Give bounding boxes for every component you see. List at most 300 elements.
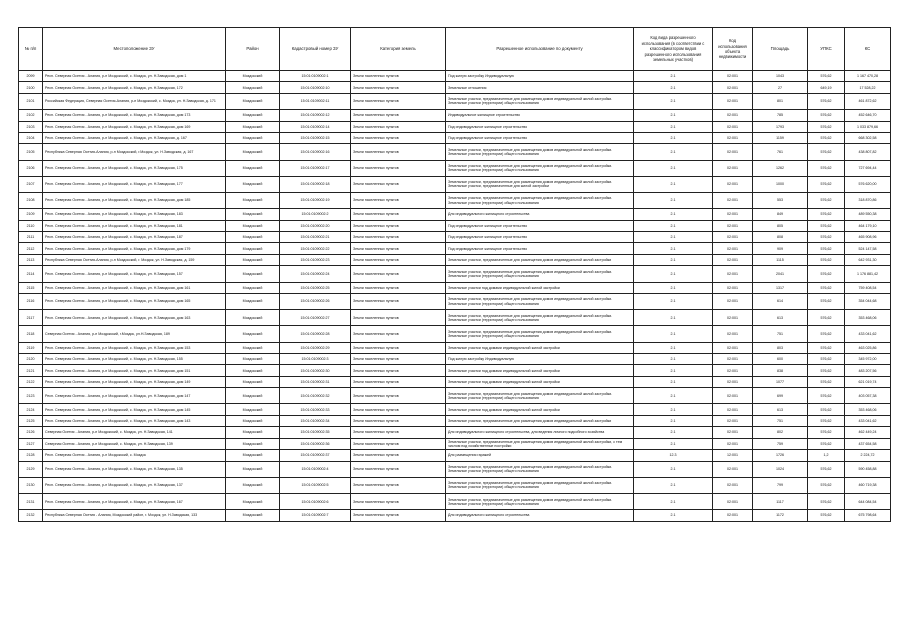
row-object-code: 02:001: [713, 192, 753, 208]
row-district: Моздокский: [226, 326, 280, 342]
row-cadastral: 15:01:0109002:1: [280, 71, 351, 82]
row-category: Земли населенных пунктов: [351, 192, 446, 208]
row-category: Земли населенных пунктов: [351, 160, 446, 176]
row-cadastral: 15:01:0109002:34: [280, 415, 351, 426]
row-category: Земли населенных пунктов: [351, 243, 446, 254]
row-permitted-use: Земельные участки, предназначенные для размещения домов индивидуальной жилой застройки. Земельные участки (территории) общего пользования: [446, 310, 634, 326]
row-ks: 345 972,00: [845, 353, 891, 364]
row-use-code: 2.1: [634, 192, 713, 208]
row-area: 803: [753, 342, 808, 353]
row-use-code: 2.1: [634, 82, 713, 93]
row-ks: 644 084,54: [845, 494, 891, 510]
row-area: 799: [753, 477, 808, 493]
header-permitted-use: Разрешенное использование по документу: [446, 28, 634, 71]
row-category: Земли населенных пунктов: [351, 342, 446, 353]
row-num: 2114: [19, 266, 43, 282]
row-object-code: 02:001: [713, 266, 753, 282]
row-permitted-use: Под индивидуальное жилищное строительство: [446, 132, 634, 143]
row-upks: 576,62: [808, 494, 845, 510]
row-area: 759: [753, 438, 808, 449]
row-district: Моздокский: [226, 232, 280, 243]
row-permitted-use: Земельные участки, предназначенные для размещения домов индивидуальной жилой застройки. Земельные участки (территории) общего пользования: [446, 144, 634, 160]
table-row: [19, 427, 891, 438]
row-object-code: 02:001: [713, 326, 753, 342]
row-num: 2116: [19, 293, 43, 309]
row-upks: 576,62: [808, 266, 845, 282]
row-permitted-use: Под индивидуальное жилищное строительство: [446, 243, 634, 254]
row-area: 2041: [753, 266, 808, 282]
row-upks: 576,62: [808, 209, 845, 220]
row-object-code: 02:001: [713, 494, 753, 510]
row-permitted-use: Земельные участки, предназначенные для размещения домов индивидуальной жилой застройки: [446, 415, 634, 426]
row-location: Северная Осетия - Алания, р-н Моздокский, с. Моздок, ул. Н.Заводская, 139: [43, 438, 226, 449]
table-body: [19, 71, 891, 522]
row-num: 2123: [19, 388, 43, 404]
row-object-code: 02:001: [713, 160, 753, 176]
row-district: Моздокский: [226, 438, 280, 449]
row-district: Моздокский: [226, 220, 280, 231]
row-category: Земли населенных пунктов: [351, 209, 446, 220]
row-num: 2113: [19, 254, 43, 265]
row-category: Земли населенных пунктов: [351, 477, 446, 493]
row-location: Респ. Северная Осетия - Алания, р-н Моздокский, с. Моздок, ул. Н.Заводская, 187: [43, 232, 226, 243]
row-upks: 576,62: [808, 427, 845, 438]
row-category: Земли населенных пунктов: [351, 266, 446, 282]
row-upks: 576,62: [808, 110, 845, 121]
row-ks: 17 528,22: [845, 82, 891, 93]
row-cadastral: 15:01:0109002:3: [280, 353, 351, 364]
row-upks: 576,62: [808, 132, 845, 143]
row-object-code: 02:001: [713, 71, 753, 82]
row-permitted-use: Земельные участки, предназначенные для размещения домов индивидуальной жилой застройки. Земельные участки (территории) общего пользования: [446, 326, 634, 342]
row-num: 2131: [19, 494, 43, 510]
row-cadastral: 15:01:0109002:14: [280, 121, 351, 132]
row-object-code: 02:001: [713, 353, 753, 364]
row-use-code: 2.1: [634, 376, 713, 387]
row-cadastral: 15:01:0109002:33: [280, 404, 351, 415]
table-row: [19, 404, 891, 415]
row-location: Респ. Северная Осетия - Алания, р-н Моздокский, с. Моздок, ул. Н.Заводская, дом 153: [43, 342, 226, 353]
row-num: 2101: [19, 93, 43, 109]
row-location: Респ. Северная Осетия - Алания, р-н Моздокский, с. Моздок, ул. Н.Заводская, дом 143: [43, 415, 226, 426]
row-district: Моздокский: [226, 93, 280, 109]
row-category: Земли населенных пунктов: [351, 450, 446, 461]
row-ks: 403 057,38: [845, 388, 891, 404]
row-area: 808: [753, 232, 808, 243]
row-permitted-use: Для индивидуального жилищного строительства, для ведения личного подсобного хозяйства: [446, 427, 634, 438]
row-upks: 576,62: [808, 310, 845, 326]
row-location: Респ. Северная Осетия - Алания, р-н Моздокский, с. Моздок, ул. Н.Заводская, дом 163: [43, 310, 226, 326]
row-object-code: 02:001: [713, 232, 753, 243]
row-permitted-use: Земельные участки под домами индивидуальной жилой застройки: [446, 365, 634, 376]
row-upks: 576,62: [808, 438, 845, 449]
row-object-code: 02:001: [713, 243, 753, 254]
row-ks: 489 550,38: [845, 209, 891, 220]
row-permitted-use: Земельные участки под домами индивидуальной жилой застройки: [446, 342, 634, 353]
row-cadastral: 15:01:0109002:32: [280, 388, 351, 404]
row-use-code: 2.1: [634, 144, 713, 160]
table-row: [19, 365, 891, 376]
row-use-code: 2.1: [634, 404, 713, 415]
row-cadastral: 15:01:0109002:25: [280, 282, 351, 293]
row-num: 2118: [19, 326, 43, 342]
row-category: Земли населенных пунктов: [351, 461, 446, 477]
row-district: Моздокский: [226, 427, 280, 438]
row-cadastral: 15:01:0109002:4: [280, 461, 351, 477]
row-use-code: 2.1: [634, 365, 713, 376]
row-upks: 576,62: [808, 192, 845, 208]
row-district: Моздокский: [226, 266, 280, 282]
row-num: 2126: [19, 427, 43, 438]
row-upks: 576,62: [808, 254, 845, 265]
row-object-code: 02:001: [713, 254, 753, 265]
row-object-code: 02:001: [713, 293, 753, 309]
row-district: Моздокский: [226, 282, 280, 293]
row-use-code: 2.1: [634, 243, 713, 254]
row-object-code: 02:001: [713, 404, 753, 415]
row-num: 2124: [19, 404, 43, 415]
row-area: 1159: [753, 132, 808, 143]
row-upks: 576,62: [808, 376, 845, 387]
row-cadastral: 15:01:0109002:7: [280, 510, 351, 521]
row-use-code: 2.1: [634, 232, 713, 243]
row-ks: 1 167 470,28: [845, 71, 891, 82]
row-permitted-use: Земельные участки, предназначенные для размещения домов индивидуальной жилой застройки, с тем числом под хозяйственные постройки: [446, 438, 634, 449]
row-cadastral: 15:01:0109002:15: [280, 132, 351, 143]
row-num: 2107: [19, 176, 43, 192]
row-object-code: 02:001: [713, 282, 753, 293]
table-row: [19, 209, 891, 220]
row-use-code: 2.1: [634, 427, 713, 438]
row-num: 2109: [19, 209, 43, 220]
row-object-code: 02:001: [713, 510, 753, 521]
table-row: [19, 192, 891, 208]
row-upks: 576,62: [808, 365, 845, 376]
row-upks: 576,62: [808, 93, 845, 109]
row-upks: 576,62: [808, 342, 845, 353]
table-row: [19, 376, 891, 387]
header-use-code: Код вида разрешенного использования (в соответствии с классификатором видов разрешенного использования земельных участков): [634, 28, 713, 71]
row-cadastral: 15:01:0109002:6: [280, 494, 351, 510]
row-area: 802: [753, 427, 808, 438]
row-permitted-use: Индивидуальное жилищное строительство: [446, 110, 634, 121]
row-ks: 353 468,06: [845, 310, 891, 326]
row-cadastral: 15:01:0109002:35: [280, 427, 351, 438]
row-location: Респ. Северная Осетия - Алания, р-н Моздокский, с. Моздок, ул. Н.Заводская, дом 1: [43, 71, 226, 82]
row-location: Респ. Северная Осетия - Алания, р-н Моздокский, с. Моздок, ул. Н.Заводская, 137: [43, 477, 226, 493]
row-permitted-use: Земельные участки, предназначенные для размещения домов индивидуальной жилой застройки: [446, 254, 634, 265]
row-num: 2108: [19, 192, 43, 208]
row-category: Земли населенных пунктов: [351, 254, 446, 265]
table-row: [19, 461, 891, 477]
row-use-code: 2.1: [634, 121, 713, 132]
row-area: 699: [753, 388, 808, 404]
row-ks: 668 302,58: [845, 132, 891, 143]
row-cadastral: 15:01:0109002:26: [280, 293, 351, 309]
row-ks: 642 931,30: [845, 254, 891, 265]
row-upks: 576,62: [808, 510, 845, 521]
row-use-code: 2.1: [634, 220, 713, 231]
row-area: 849: [753, 209, 808, 220]
row-area: 600: [753, 353, 808, 364]
data-sheet: [18, 27, 890, 522]
row-use-code: 12.3: [634, 450, 713, 461]
row-cadastral: 15:01:0109002:21: [280, 232, 351, 243]
row-permitted-use: Земельные участки, предназначенные для размещения домов индивидуальной жилой застройки. Земельные участки (территории) общего пользования: [446, 388, 634, 404]
header-cadastral: Кадастровый номер ЗУ: [280, 28, 351, 71]
row-category: Земли населенных пунктов: [351, 220, 446, 231]
row-district: Моздокский: [226, 450, 280, 461]
row-object-code: 02:001: [713, 415, 753, 426]
header-category: Категория земель: [351, 28, 446, 71]
row-permitted-use: Под жилую застройку Индивидуальную: [446, 71, 634, 82]
row-district: Моздокский: [226, 293, 280, 309]
row-upks: 576,62: [808, 144, 845, 160]
row-num: 2128: [19, 450, 43, 461]
row-category: Земли населенных пунктов: [351, 293, 446, 309]
row-permitted-use: Под индивидуальное жилищное строительство: [446, 220, 634, 231]
row-permitted-use: Земельные участки, предназначенные для размещения домов индивидуальной жилой застройки. Земельные участки (территории) общего пользования: [446, 494, 634, 510]
row-permitted-use: Для размещения гаражей: [446, 450, 634, 461]
row-upks: 576,62: [808, 293, 845, 309]
row-num: 2100: [19, 82, 43, 93]
row-object-code: 02:001: [713, 121, 753, 132]
row-object-code: 12:001: [713, 450, 753, 461]
row-object-code: 02:001: [713, 388, 753, 404]
row-num: 2102: [19, 110, 43, 121]
row-permitted-use: Земельные участки, предназначенные для размещения домов индивидуальной жилой застройки. Земельные участки (территории) общего пользования: [446, 293, 634, 309]
row-cadastral: 15:01:0109002:17: [280, 160, 351, 176]
row-area: 613: [753, 404, 808, 415]
row-permitted-use: Под жилую застройку Индивидуальную: [446, 353, 634, 364]
row-cadastral: 15:01:0109002:30: [280, 365, 351, 376]
row-upks: 576,62: [808, 160, 845, 176]
row-object-code: 02:001: [713, 310, 753, 326]
row-cadastral: 15:01:0109002:16: [280, 144, 351, 160]
row-use-code: 2.1: [634, 71, 713, 82]
row-location: Респ. Северная Осетия - Алания, р-н Моздокский, с. Моздок, ул. Н.Заводская, 157: [43, 266, 226, 282]
row-category: Земли населенных пунктов: [351, 427, 446, 438]
row-ks: 318 870,86: [845, 192, 891, 208]
row-object-code: 02:001: [713, 93, 753, 109]
row-district: Моздокский: [226, 160, 280, 176]
table-row: [19, 110, 891, 121]
row-object-code: 02:001: [713, 209, 753, 220]
row-use-code: 2.1: [634, 266, 713, 282]
row-area: 751: [753, 326, 808, 342]
row-cadastral: 15:01:0109002:24: [280, 266, 351, 282]
row-cadastral: 15:01:0109002:29: [280, 342, 351, 353]
row-num: 2121: [19, 365, 43, 376]
row-location: Республика Северная Осетия-Алания, р-н Моздокский, г. Моздок, ул. Н.Заводская, д. 159: [43, 254, 226, 265]
row-object-code: 02:001: [713, 144, 753, 160]
row-upks: 576,62: [808, 404, 845, 415]
row-area: 801: [753, 93, 808, 109]
row-use-code: 2.1: [634, 326, 713, 342]
row-num: 2099: [19, 71, 43, 82]
row-category: Земли населенных пунктов: [351, 388, 446, 404]
row-ks: 727 694,44: [845, 160, 891, 176]
row-num: 2103: [19, 121, 43, 132]
row-area: 613: [753, 310, 808, 326]
row-permitted-use: Земельные участки, предназначенные для размещения домов индивидуальной жилой застройки. Земельные участки (территории) общего пользования: [446, 192, 634, 208]
row-permitted-use: Земельные участки, предназначенные для размещения домов индивидуальной жилой застройки. Земельные участки (территории) общего пользования: [446, 477, 634, 493]
row-use-code: 2.1: [634, 477, 713, 493]
row-district: Моздокский: [226, 209, 280, 220]
row-use-code: 2.1: [634, 438, 713, 449]
row-cadastral: 15:01:0109002:36: [280, 438, 351, 449]
row-object-code: 02:001: [713, 342, 753, 353]
row-use-code: 2.1: [634, 254, 713, 265]
row-use-code: 2.1: [634, 310, 713, 326]
row-location: Респ. Северная Осетия - Алания, р-н Моздокский, с. Моздок, ул. Н.Заводская, 167: [43, 494, 226, 510]
row-upks: 1,2: [808, 450, 845, 461]
row-area: 761: [753, 144, 808, 160]
row-permitted-use: Для индивидуального жилищного строительства: [446, 510, 634, 521]
row-object-code: 02:001: [713, 376, 753, 387]
land-registry-table: [18, 27, 891, 522]
row-ks: 464 179,10: [845, 220, 891, 231]
row-upks: 649,19: [808, 82, 845, 93]
row-location: Северная Осетия - Алания, р-н Моздокский, г.Моздок, ул.Н.Заводская, 189: [43, 326, 226, 342]
row-upks: 576,62: [808, 243, 845, 254]
row-num: 2122: [19, 376, 43, 387]
row-permitted-use: Земельные участки под домами индивидуальной жилой застройки: [446, 282, 634, 293]
row-district: Моздокский: [226, 510, 280, 521]
row-district: Моздокский: [226, 132, 280, 143]
row-district: Моздокский: [226, 110, 280, 121]
row-area: 785: [753, 110, 808, 121]
row-upks: 576,62: [808, 282, 845, 293]
row-area: 805: [753, 220, 808, 231]
row-cadastral: 15:01:0109002:28: [280, 326, 351, 342]
row-use-code: 2.1: [634, 415, 713, 426]
header-object-code: Код использования объекта недвижимости: [713, 28, 753, 71]
row-object-code: 02:001: [713, 477, 753, 493]
row-area: 27: [753, 82, 808, 93]
row-cadastral: 15:01:0109002:11: [280, 93, 351, 109]
row-district: Моздокский: [226, 342, 280, 353]
row-district: Моздокский: [226, 477, 280, 493]
row-area: 1726: [753, 450, 808, 461]
row-cadastral: 15:01:0109002:19: [280, 192, 351, 208]
row-area: 614: [753, 293, 808, 309]
row-permitted-use: Земельные участки, предназначенные для размещения домов индивидуальной жилой застройки. Земельные участки (территории) общего пользования: [446, 93, 634, 109]
row-cadastral: 15:01:0109002:10: [280, 82, 351, 93]
table-row: [19, 510, 891, 521]
row-upks: 576,62: [808, 121, 845, 132]
row-location: Респ. Северная Осетия - Алания, р-н Моздокский, с. Моздок, ул. Н.Заводская, дом 161: [43, 282, 226, 293]
row-use-code: 2.1: [634, 93, 713, 109]
row-permitted-use: Под индивидуальное жилищное строительство: [446, 232, 634, 243]
row-num: 2105: [19, 144, 43, 160]
row-num: 2120: [19, 353, 43, 364]
row-area: 1115: [753, 254, 808, 265]
table-row: [19, 71, 891, 82]
table-row: [19, 494, 891, 510]
row-district: Моздокский: [226, 192, 280, 208]
row-district: Моздокский: [226, 71, 280, 82]
row-cadastral: 15:01:0109002:31: [280, 376, 351, 387]
row-upks: 576,62: [808, 220, 845, 231]
row-location: Респ. Северная Осетия - Алания, р-н Моздокский, с. Моздок, ул. Н.Заводская, 183: [43, 209, 226, 220]
row-ks: 483 207,56: [845, 365, 891, 376]
table-row: [19, 293, 891, 309]
row-use-code: 2.1: [634, 209, 713, 220]
row-permitted-use: Для индивидуального жилищного строительства: [446, 209, 634, 220]
table-row: [19, 438, 891, 449]
row-category: Земли населенных пунктов: [351, 353, 446, 364]
row-num: 2129: [19, 461, 43, 477]
row-location: Респ. Северная Осетия - Алания, р-н Моздокский, с. Моздок, ул. Н.Заводская, дом 151: [43, 365, 226, 376]
row-permitted-use: Земельные отношения: [446, 82, 634, 93]
row-location: Респ. Северная Осетия - Алания, р-н Моздокский, с. Моздок, ул. Н.Заводская, дом 179: [43, 243, 226, 254]
row-ks: 463 025,86: [845, 342, 891, 353]
table-row: [19, 93, 891, 109]
row-category: Земли населенных пунктов: [351, 376, 446, 387]
row-location: Респ. Северная Осетия - Алания, р-н Моздокский, с. Моздок, ул. Н.Заводская, дом 145: [43, 404, 226, 415]
row-num: 2111: [19, 232, 43, 243]
row-area: 751: [753, 415, 808, 426]
table-row: [19, 477, 891, 493]
row-district: Моздокский: [226, 376, 280, 387]
row-category: Земли населенных пунктов: [351, 144, 446, 160]
row-permitted-use: Земельные участки, предназначенные для размещения домов индивидуальной жилой застройки. Земельные участки (территории) общего пользования: [446, 160, 634, 176]
row-permitted-use: Земельные участки под домами индивидуальной жилой застройки: [446, 404, 634, 415]
row-ks: 438 807,82: [845, 144, 891, 160]
row-num: 2119: [19, 342, 43, 353]
row-ks: 354 044,68: [845, 293, 891, 309]
table-row: [19, 160, 891, 176]
row-district: Моздокский: [226, 461, 280, 477]
header-row: [19, 28, 891, 71]
row-location: Респ. Северная Осетия - Алания, р-н Моздокский, с. Моздок, ул. Н.Заводская, д. 167: [43, 132, 226, 143]
row-district: Моздокский: [226, 254, 280, 265]
table-row: [19, 450, 891, 461]
row-cadastral: 15:01:0109002:18: [280, 176, 351, 192]
row-ks: 2 224,72: [845, 450, 891, 461]
table-row: [19, 220, 891, 231]
row-category: Земли населенных пунктов: [351, 494, 446, 510]
row-category: Земли населенных пунктов: [351, 282, 446, 293]
row-num: 2130: [19, 477, 43, 493]
row-location: Респ. Северная Осетия - Алания, р-н Моздокский, с. Моздок, ул. Н.Заводская, дом 149: [43, 376, 226, 387]
row-ks: 465 908,96: [845, 232, 891, 243]
row-area: 1000: [753, 176, 808, 192]
row-location: Респ. Северная Осетия - Алания, р-н Моздокский, с. Моздок, ул. Н.Заводская, дом 147: [43, 388, 226, 404]
row-category: Земли населенных пунктов: [351, 310, 446, 326]
table-row: [19, 415, 891, 426]
row-district: Моздокский: [226, 353, 280, 364]
row-location: Респ. Северная Осетия - Алания, р-н Моздокский, с. Моздок, ул. Н.Заводская, 155: [43, 353, 226, 364]
header-num: № п/п: [19, 28, 43, 71]
row-category: Земли населенных пунктов: [351, 438, 446, 449]
row-district: Моздокский: [226, 243, 280, 254]
table-row: [19, 121, 891, 132]
row-ks: 433 041,62: [845, 326, 891, 342]
row-ks: 675 798,64: [845, 510, 891, 521]
row-object-code: 02:001: [713, 461, 753, 477]
row-area: 838: [753, 365, 808, 376]
row-cadastral: 15:01:0109002:12: [280, 110, 351, 121]
row-location: Респ. Северная Осетия - Алания, р-н Моздокский, с. Моздок: [43, 450, 226, 461]
row-location: Респ. Северная Осетия - Алания, р-н Моздокский, с. Моздок, ул. Н.Заводская, 177: [43, 176, 226, 192]
table-row: [19, 310, 891, 326]
row-ks: 590 458,88: [845, 461, 891, 477]
table-row: [19, 353, 891, 364]
row-district: Моздокский: [226, 415, 280, 426]
row-use-code: 2.1: [634, 282, 713, 293]
